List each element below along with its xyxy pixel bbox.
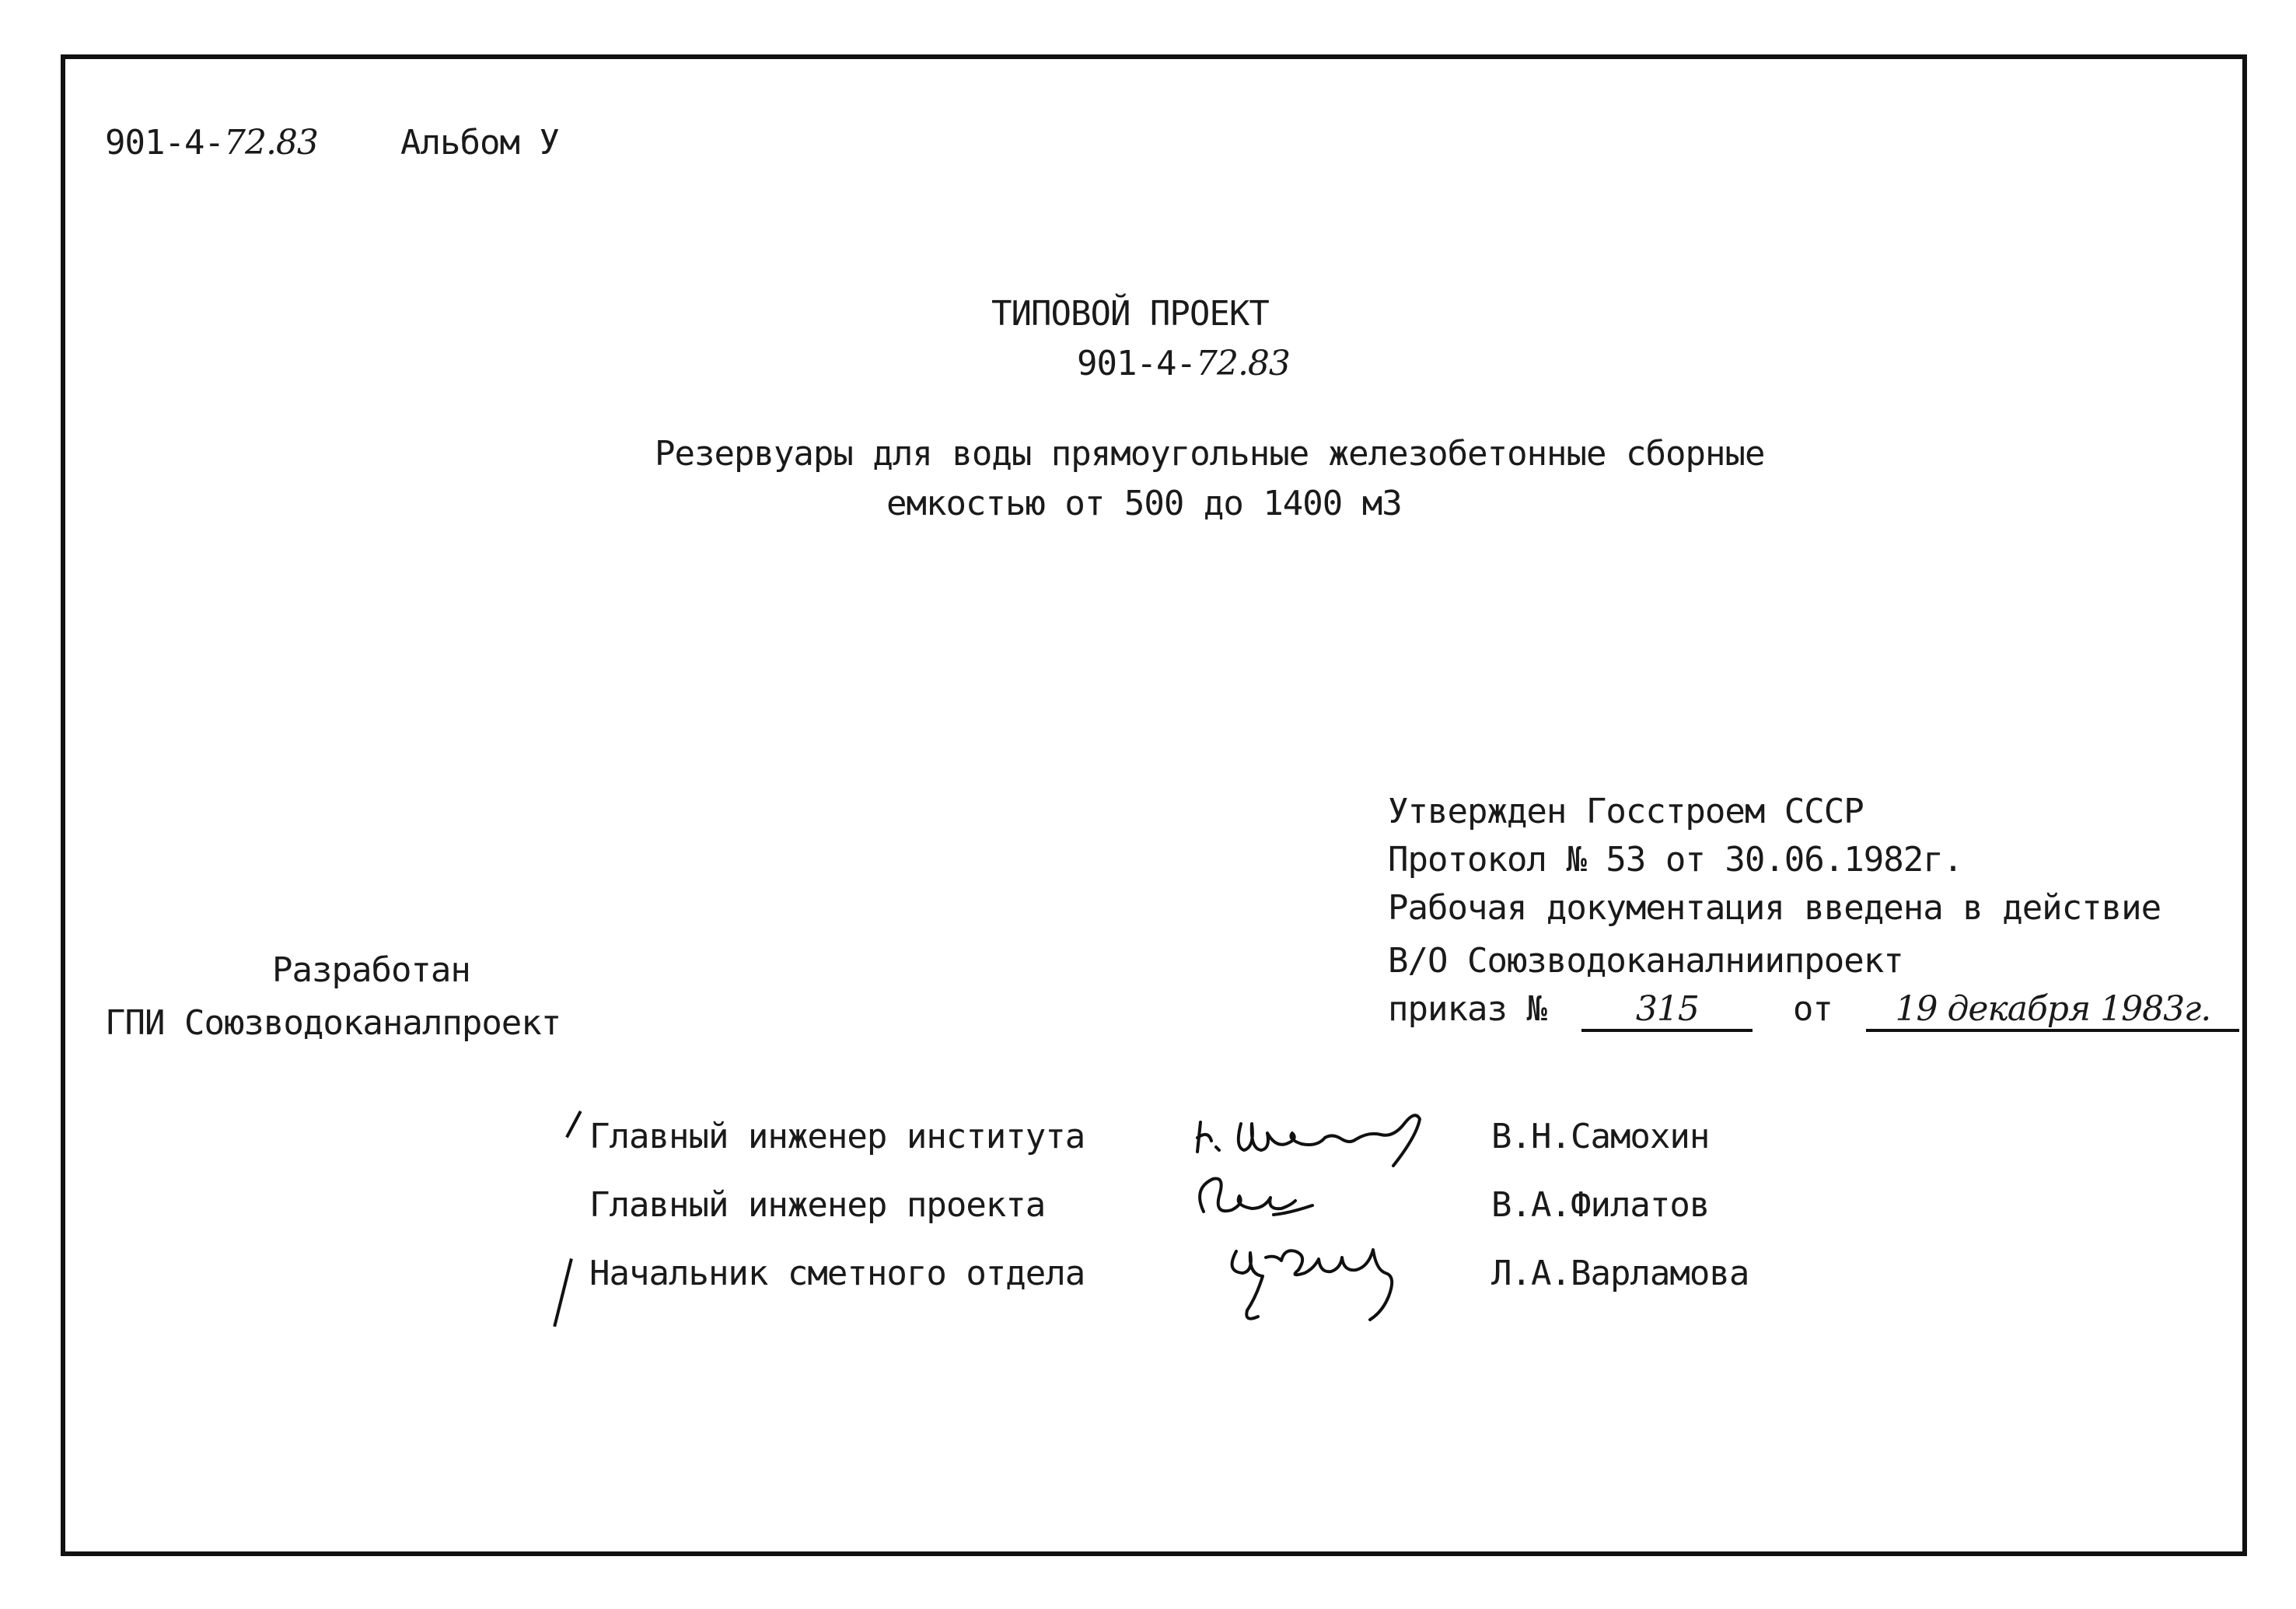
album-label: Альбом У [400, 123, 559, 163]
approval-order-line [1388, 989, 2239, 1032]
project-type-heading: ТИПОВОЙ ПРОЕКТ [991, 294, 1269, 334]
signatory-position-1: Главный инженер института [589, 1117, 1085, 1156]
order-date: 19 декабря 1983г. [1866, 989, 2239, 1032]
project-code: 901-4-72.83 [1077, 344, 1290, 383]
document-border [61, 54, 2247, 1556]
signatory-name-1: В.Н.Самохин [1491, 1117, 1710, 1156]
signature-1 [1190, 1093, 1470, 1170]
approval-line-3: Рабочая документация введена в действие [1388, 888, 2161, 928]
signatory-position-2: Главный инженер проекта [589, 1185, 1046, 1225]
signatory-name-2: В.А.Филатов [1491, 1185, 1710, 1225]
signatory-position-3: Начальник сметного отдела [589, 1254, 1085, 1293]
document-code: 901-4-72.83 [105, 123, 318, 163]
order-label: приказ № [1388, 989, 1546, 1029]
approval-line-4: В/О Союзводоканалниипроект [1388, 941, 1903, 981]
developer-organization: ГПИ Союзводоканалпроект [105, 1003, 561, 1043]
developed-by-label: Разработан [272, 950, 470, 990]
approval-line-1: Утвержден Госстроем СССР [1388, 792, 1864, 831]
approval-line-2: Протокол № 53 от 30.06.1982г. [1388, 840, 1963, 880]
order-number: 315 [1581, 989, 1753, 1032]
project-subject-line-2: емкостью от 500 до 1400 м3 [886, 484, 1402, 523]
signature-3 [1210, 1225, 1435, 1326]
order-from-label: от [1792, 989, 1833, 1029]
signatory-name-3: Л.А.Варламова [1491, 1254, 1749, 1293]
project-subject-line-1: Резервуары для воды прямоугольные железобетонные сборные [655, 434, 1765, 474]
